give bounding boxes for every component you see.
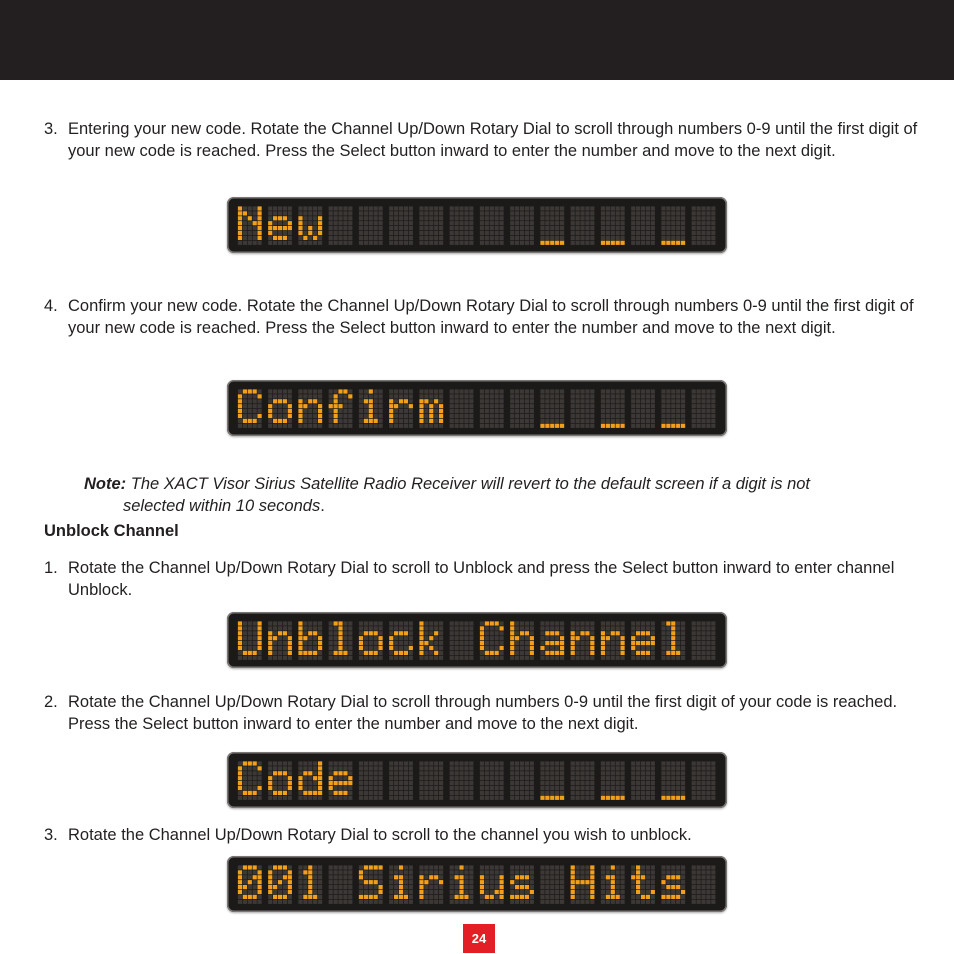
lcd-char-cell xyxy=(329,206,353,245)
lcd-display-channel xyxy=(227,856,727,912)
lcd-char-cell xyxy=(661,389,685,428)
lcd-char-cell xyxy=(329,761,353,800)
lcd-char-cell xyxy=(238,621,262,660)
note-line-2: selected within 10 seconds xyxy=(123,496,321,515)
step-4-confirm-code xyxy=(44,296,924,339)
lcd-char-cell xyxy=(631,389,655,428)
lcd-char-cell xyxy=(450,206,474,245)
lcd-char-cell xyxy=(329,389,353,428)
lcd-char-cell xyxy=(419,865,443,904)
step-number: 2. xyxy=(44,693,58,711)
lcd-char-cell xyxy=(480,865,504,904)
lcd-char-cell xyxy=(692,621,716,660)
lcd-char-cell xyxy=(298,389,322,428)
lcd-char-cell xyxy=(238,761,262,800)
step-text: Confirm your new code. Rotate the Channel Up/Down Rotary Dial to scroll through numbers 0-9 until the first digit of your new code is reached. Press the Select button inward to enter the number and move to the next digit. xyxy=(68,297,914,337)
lcd-char-cell xyxy=(661,621,685,660)
lcd-char-cell xyxy=(359,206,383,245)
lcd-display-new xyxy=(227,197,727,253)
lcd-char-cell xyxy=(389,206,413,245)
lcd-char-cell xyxy=(571,621,595,660)
lcd-char-cell xyxy=(571,389,595,428)
note xyxy=(84,474,884,517)
lcd-char-cell xyxy=(510,206,534,245)
lcd-char-cell xyxy=(480,621,504,660)
lcd-char-cell xyxy=(601,621,625,660)
lcd-char-cell xyxy=(540,761,564,800)
lcd-char-cell xyxy=(298,761,322,800)
lcd-char-cell xyxy=(450,621,474,660)
lcd-char-cell xyxy=(298,621,322,660)
lcd-char-cell xyxy=(268,865,292,904)
lcd-char-cell xyxy=(359,389,383,428)
step-number: 3. xyxy=(44,826,58,844)
lcd-char-cell xyxy=(510,621,534,660)
lcd-dot-matrix xyxy=(227,197,727,253)
lcd-display-confirm xyxy=(227,380,727,436)
lcd-char-cell xyxy=(268,206,292,245)
lcd-char-cell xyxy=(510,389,534,428)
lcd-char-cell xyxy=(419,761,443,800)
lcd-char-cell xyxy=(692,206,716,245)
lcd-char-cell xyxy=(268,389,292,428)
unblock-step-2 xyxy=(44,692,924,735)
lcd-char-cell xyxy=(389,865,413,904)
lcd-char-cell xyxy=(389,389,413,428)
lcd-char-cell xyxy=(450,865,474,904)
lcd-dot-matrix xyxy=(227,612,727,668)
lcd-char-cell xyxy=(601,206,625,245)
lcd-dot-matrix xyxy=(227,380,727,436)
lcd-display-unblock-channel xyxy=(227,612,727,668)
lcd-char-cell xyxy=(450,389,474,428)
lcd-char-cell xyxy=(631,761,655,800)
lcd-char-cell xyxy=(359,865,383,904)
lcd-char-cell xyxy=(692,865,716,904)
lcd-char-cell xyxy=(631,865,655,904)
lcd-char-cell xyxy=(540,206,564,245)
lcd-char-cell xyxy=(329,621,353,660)
lcd-char-cell xyxy=(540,389,564,428)
lcd-char-cell xyxy=(601,389,625,428)
unblock-step-1 xyxy=(44,558,924,601)
lcd-char-cell xyxy=(298,206,322,245)
step-number: 1. xyxy=(44,559,58,577)
lcd-char-cell xyxy=(480,389,504,428)
lcd-char-cell xyxy=(450,761,474,800)
lcd-char-cell xyxy=(419,621,443,660)
lcd-char-cell xyxy=(238,206,262,245)
unblock-step-3 xyxy=(44,825,924,847)
lcd-char-cell xyxy=(298,865,322,904)
step-3-entering-code xyxy=(44,119,924,162)
page-number: 24 xyxy=(463,924,495,953)
lcd-char-cell xyxy=(268,621,292,660)
lcd-char-cell xyxy=(631,621,655,660)
lcd-char-cell xyxy=(571,206,595,245)
section-title: Unblock Channel xyxy=(44,522,179,540)
lcd-dot-matrix xyxy=(227,856,727,912)
note-period: . xyxy=(320,496,325,515)
step-text: Rotate the Channel Up/Down Rotary Dial to scroll through numbers 0-9 until the first digit of your code is reached. Press the Select button inward to enter the number and move to the next digit. xyxy=(68,693,898,733)
lcd-char-cell xyxy=(601,865,625,904)
lcd-char-cell xyxy=(359,761,383,800)
lcd-char-cell xyxy=(661,206,685,245)
step-text: Rotate the Channel Up/Down Rotary Dial to scroll to the channel you wish to unblock. xyxy=(68,826,692,844)
lcd-dot-matrix xyxy=(227,752,727,808)
lcd-char-cell xyxy=(571,761,595,800)
lcd-char-cell xyxy=(238,865,262,904)
lcd-display-code xyxy=(227,752,727,808)
lcd-char-cell xyxy=(238,389,262,428)
lcd-char-cell xyxy=(480,206,504,245)
lcd-char-cell xyxy=(631,206,655,245)
lcd-char-cell xyxy=(540,865,564,904)
lcd-char-cell xyxy=(389,761,413,800)
lcd-char-cell xyxy=(480,761,504,800)
note-line-1: The XACT Visor Sirius Satellite Radio Receiver will revert to the default screen if a digit is not xyxy=(130,475,811,493)
note-label: Note: xyxy=(84,475,127,493)
lcd-char-cell xyxy=(540,621,564,660)
lcd-char-cell xyxy=(661,761,685,800)
lcd-char-cell xyxy=(692,761,716,800)
step-number: 3. xyxy=(44,120,58,138)
lcd-char-cell xyxy=(268,761,292,800)
step-number: 4. xyxy=(44,297,58,315)
lcd-char-cell xyxy=(419,206,443,245)
lcd-char-cell xyxy=(661,865,685,904)
header-bar xyxy=(0,0,954,80)
lcd-char-cell xyxy=(419,389,443,428)
lcd-char-cell xyxy=(601,761,625,800)
lcd-char-cell xyxy=(510,761,534,800)
step-text: Entering your new code. Rotate the Channel Up/Down Rotary Dial to scroll through numbers 0-9 until the first digit of your new code is reached. Press the Select button inward to enter the number and move to the next digit. xyxy=(68,120,918,160)
lcd-char-cell xyxy=(359,621,383,660)
lcd-char-cell xyxy=(692,389,716,428)
lcd-char-cell xyxy=(510,865,534,904)
lcd-char-cell xyxy=(329,865,353,904)
lcd-char-cell xyxy=(571,865,595,904)
step-text: Rotate the Channel Up/Down Rotary Dial to scroll to Unblock and press the Select button inward to enter channel Unblock. xyxy=(68,559,895,599)
lcd-char-cell xyxy=(389,621,413,660)
